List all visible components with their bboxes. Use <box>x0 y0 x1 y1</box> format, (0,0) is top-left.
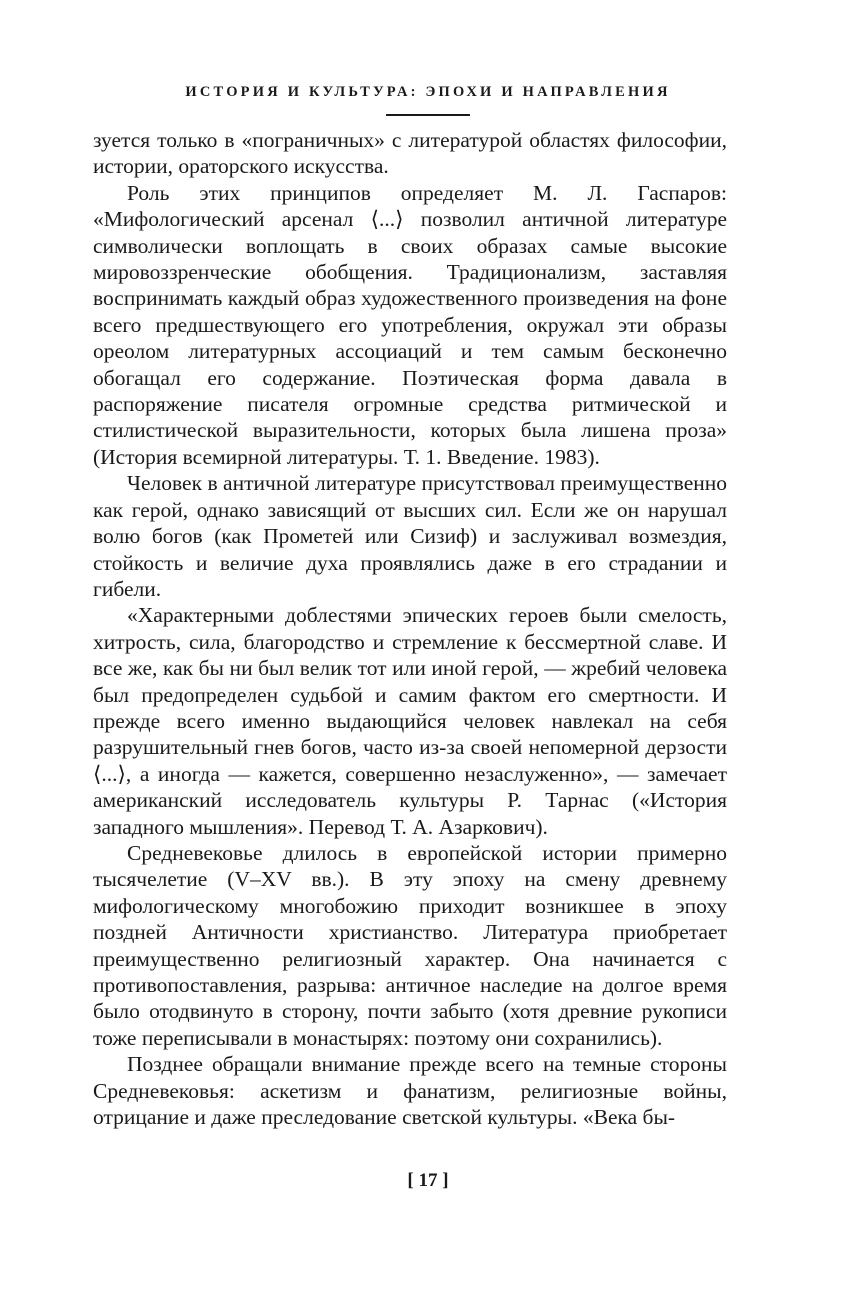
paragraph: «Характерными доблестями эпических героев были смелость, хитрость, сила, благородство и стремление к бессмертной славе. И все же, как бы ни был велик тот или иной герой, — жребий человека был предопределен судьбой и самим фактом его смертности. И прежде всего именно выдающийся человек навлекал на себя разрушительный гнев богов, часто из-за своей непомерной дерзости ⟨...⟩, а иногда — кажется, совершенно незаслуженно», — замечает американский исследователь культуры Р. Тарнас («История западного мышления». Перевод Т. А. Азаркович). <box>93 603 727 839</box>
running-head: ИСТОРИЯ И КУЛЬТУРА: ЭПОХИ И НАПРАВЛЕНИЯ <box>185 84 671 100</box>
paragraph: Позднее обращали внимание прежде всего на темные стороны Средневековья: аскетизм и фанатизм, религиозные войны, отрицание и даже преследование светской культуры. «Века бы- <box>93 1052 727 1130</box>
page-number: [ 17 ] <box>407 1170 449 1191</box>
paragraph: Человек в античной литературе присутствовал преимущественно как герой, однако зависящий от высших сил. Если же он нарушал волю богов (как Прометей или Сизиф) и заслуживал возмездия, стойкость и величие духа проявлялись даже в его страдании и гибели. <box>93 471 727 601</box>
paragraph: Роль этих принципов определяет М. Л. Гаспаров: «Мифологический арсенал ⟨...⟩ позволил античной литературе символически воплощать в своих образах самые высокие мировоззренческие обобщения. Традиционализм, заставляя воспринимать каждый образ художественного произведения на фоне всего предшествующего его употребления, окружал эти образы ореолом литературных ассоциаций и тем самым бесконечно обогащал его содержание. Поэтическая форма давала в распоряжение писателя огромные средства ритмической и стилистической выразительности, которых была лишена проза» (История всемирной литературы. Т. 1. Введение. 1983). <box>93 180 727 469</box>
body-text <box>93 127 727 1130</box>
paragraph: зуется только в «пограничных» с литературой областях философии, истории, ораторского искусства. <box>93 128 727 179</box>
header-rule <box>386 114 470 116</box>
paragraph: Средневековье длилось в европейской истории примерно тысячелетие (V–XV вв.). В эту эпоху на смену древнему мифологическому многобожию приходит возникшее в эпоху поздней Античности христианство. Литература приобретает преимущественно религиозный характер. Она начинается с противопоставления, разрыва: античное наследие на долгое время было отодвинуто в сторону, почти забыто (хотя древние рукописи тоже переписывали в монастырях: поэтому они сохранились). <box>93 840 727 1050</box>
